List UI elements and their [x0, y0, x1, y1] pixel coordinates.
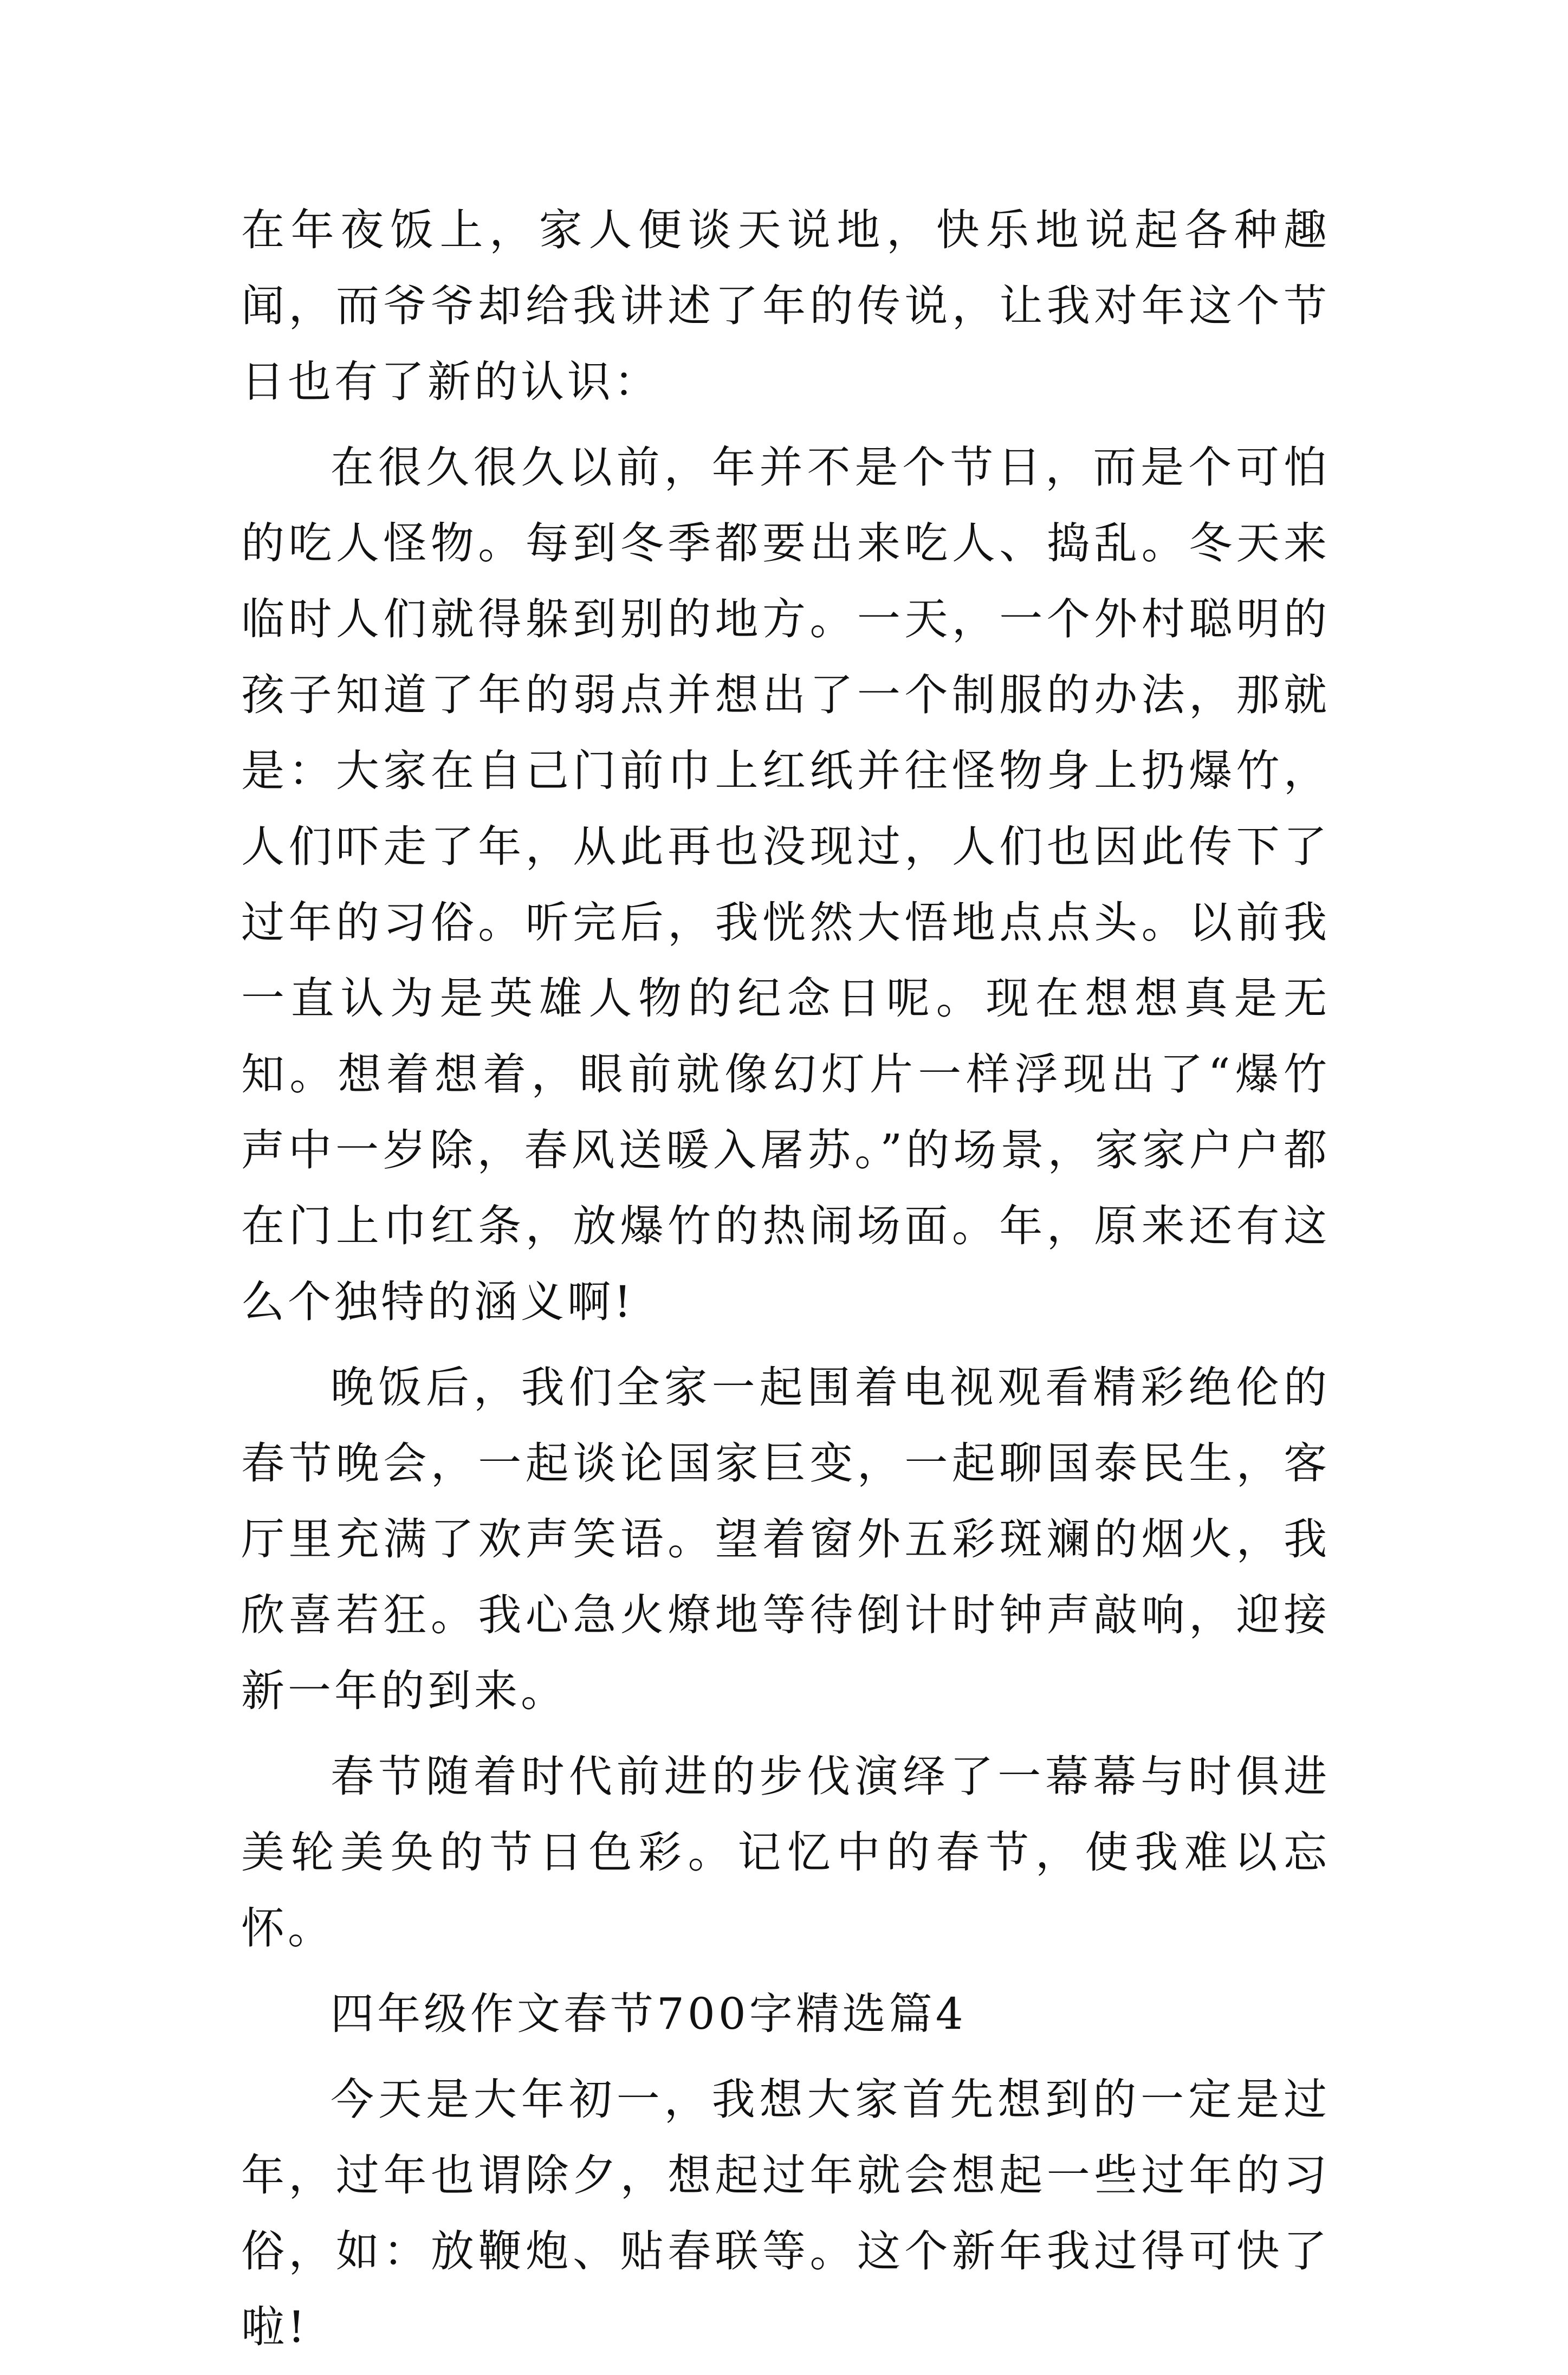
paragraph-legend: 在很久很久以前，年并不是个节日，而是个可怕的吃人怪物。每到冬季都要出来吃人、捣乱。冬天来临时人们就得躲到别的地方。一天，一个外村聪明的孩子知道了年的弱点并想出了一个制服的办法，那就是：大家在自己门前巾上红纸并往怪物身上扔爆竹，人们吓走了年，从此再也没现过，人们也因此传下了过年的习俗。听完后，我恍然大悟地点点头。以前我一直认为是英雄人物的纪念日呢。现在想想真是无知。想着想着，眼前就像幻灯片一样浮现出了“爆竹声中一岁除，春风送暖入屠苏。”的场景，家家户户都在门上巾红条，放爆竹的热闹场面。年，原来还有这么个独特的涵义啊! — [241, 442, 1330, 1327]
section-heading: 四年级作文春节700字精选篇4 — [331, 1989, 967, 2039]
paragraph-evening: 晚饭后，我们全家一起围着电视观看精彩绝伦的春节晚会，一起谈论国家巨变，一起聊国泰民生，客厅里充满了欢声笑语。望着窗外五彩斑斓的烟火，我欣喜若狂。我心急火燎地等待倒计时钟声敲响，迎接新一年的到来。 — [241, 1362, 1330, 1716]
document-page — [241, 192, 1330, 2375]
paragraph-conclusion: 春节随着时代前进的步伐演绎了一幕幕与时俱进美轮美奂的节日色彩。记忆中的春节，使我难以忘怀。 — [241, 1751, 1330, 1953]
paragraph-intro: 在年夜饭上，家人便谈天说地，快乐地说起各种趣闻，而爷爷却给我讲述了年的传说，让我对年这个节日也有了新的认识： — [241, 205, 1330, 407]
paragraph-new-year: 今天是大年初一，我想大家首先想到的一定是过年，过年也谓除夕，想起过年就会想起一些过年的习俗，如：放鞭炮、贴春联等。这个新年我过得可快了啦! — [241, 2074, 1330, 2352]
